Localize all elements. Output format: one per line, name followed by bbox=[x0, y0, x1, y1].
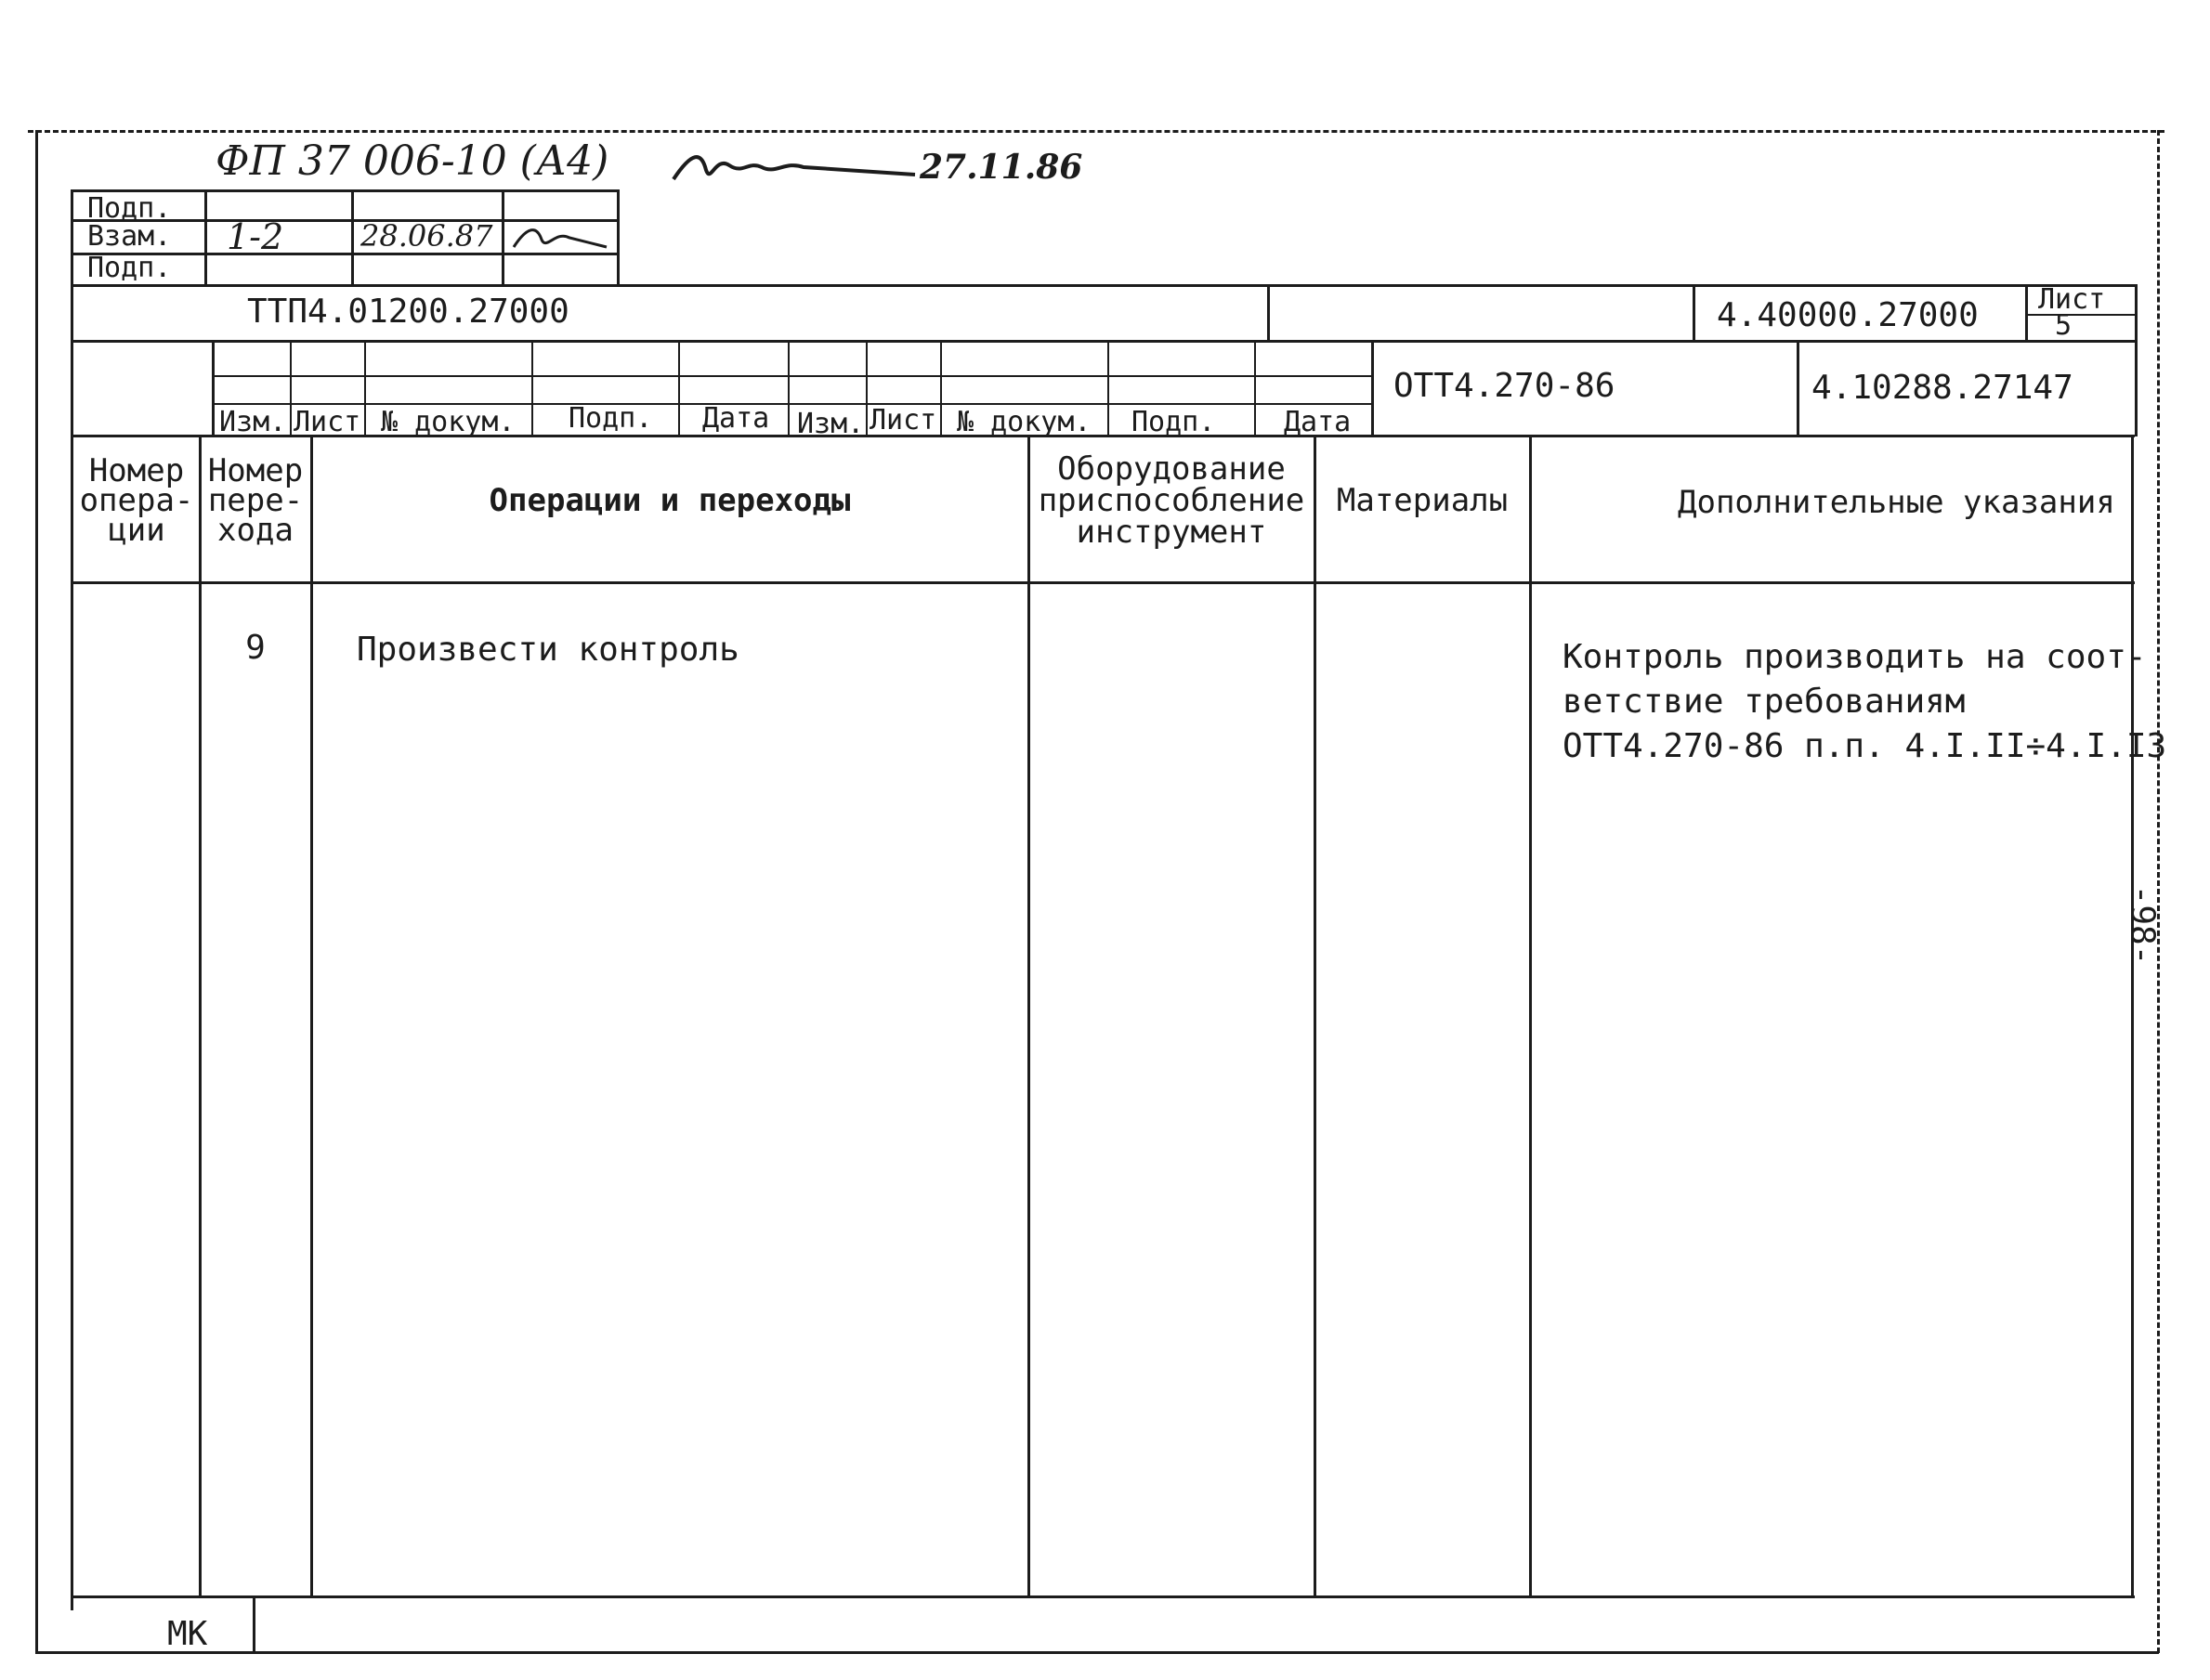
header-left-edge bbox=[71, 284, 73, 1610]
header-row1-top bbox=[71, 284, 2137, 287]
footer-form-label: МК bbox=[167, 1615, 208, 1653]
header-op-number-3: ции bbox=[108, 512, 165, 549]
rev-col-2 bbox=[364, 340, 366, 436]
stamp-v5 bbox=[617, 189, 620, 284]
table-header-bottom bbox=[71, 581, 2135, 584]
header-step-number-2: пере- bbox=[207, 482, 304, 519]
header-op-number-1: Номер bbox=[88, 452, 185, 489]
signature-date-handwritten: 27.11.86 bbox=[920, 148, 1083, 187]
rev-col-label: № докум. bbox=[957, 406, 1092, 438]
frame-bottom-border bbox=[35, 1651, 2159, 1654]
footer-div bbox=[253, 1595, 255, 1651]
col-div-3 bbox=[1027, 435, 1030, 1597]
rev-col-6 bbox=[866, 340, 868, 436]
stamp-v2 bbox=[204, 189, 207, 284]
standard-div bbox=[1797, 340, 1799, 436]
header-equipment-1: Оборудование bbox=[1057, 450, 1286, 488]
margin-page-number: -98- bbox=[2123, 884, 2162, 966]
signature-scribble bbox=[664, 147, 924, 193]
sheet-number: 5 bbox=[2055, 309, 2073, 342]
sheet-divider bbox=[2025, 314, 2135, 316]
label-podp-top: Подп. bbox=[87, 192, 172, 225]
rev-col-7 bbox=[940, 340, 942, 436]
header-notes: Дополнительные указания bbox=[1678, 484, 2115, 521]
rev-col-9 bbox=[1254, 340, 1256, 436]
frame-left-border bbox=[35, 130, 38, 1653]
col-div-1 bbox=[199, 435, 202, 1597]
table-top bbox=[71, 435, 2135, 437]
rev-col-label: Дата bbox=[702, 402, 770, 435]
header-materials: Материалы bbox=[1336, 482, 1509, 519]
label-podp-bottom: Подп. bbox=[87, 252, 172, 284]
header-right-edge bbox=[2135, 284, 2138, 436]
second-code: 4.10288.27147 bbox=[1811, 369, 2073, 407]
rev-col-3 bbox=[531, 340, 533, 436]
label-vzam: Взам. bbox=[87, 220, 172, 253]
right-code: 4.40000.27000 bbox=[1717, 296, 1979, 334]
rev-col-8 bbox=[1107, 340, 1109, 436]
sheet-label: Лист bbox=[2038, 283, 2106, 316]
table-row-notes-1: Контроль производить на соот- bbox=[1563, 638, 2147, 676]
col-div-5 bbox=[1529, 435, 1532, 1597]
table-row-notes-3: ОТТ4.270-86 п.п. 4.I.II÷4.I.I3 bbox=[1563, 727, 2167, 765]
col-div-4 bbox=[1314, 435, 1316, 1597]
table-right-edge bbox=[2131, 435, 2134, 1597]
rev-col-label: Подп. bbox=[1131, 406, 1216, 438]
rev-col-label: Подп. bbox=[569, 402, 653, 435]
table-bottom bbox=[71, 1595, 2135, 1598]
stamp-v3 bbox=[351, 189, 354, 284]
header-operations: Операции и переходы bbox=[489, 482, 851, 519]
rev-col-4 bbox=[678, 340, 680, 436]
stamp-v1 bbox=[71, 189, 73, 284]
form-code-handwritten: ФП 37 006-10 (А4) bbox=[216, 137, 609, 185]
standard-code: ОТТ4.270-86 bbox=[1393, 367, 1615, 405]
table-row-notes-2: ветствие требованиям bbox=[1563, 683, 1966, 721]
standard-left bbox=[1371, 340, 1374, 436]
header-row1-div1 bbox=[1267, 284, 1270, 340]
rev-row-line-b bbox=[212, 403, 1373, 405]
table-row-operation: Произвести контроль bbox=[357, 631, 739, 669]
rev-col-label: Изм. bbox=[797, 408, 865, 440]
header-step-number-3: хода bbox=[217, 512, 294, 549]
rev-col-label: № докум. bbox=[381, 406, 516, 438]
stamp-v4 bbox=[502, 189, 504, 284]
frame-top-dashed bbox=[28, 130, 2164, 133]
rev-col-label: Лист bbox=[294, 406, 361, 438]
col-div-2 bbox=[310, 435, 313, 1597]
vzam-initials-scribble bbox=[509, 221, 611, 254]
rev-row-line-a bbox=[212, 375, 1373, 377]
vzam-value-handwritten: 1-2 bbox=[227, 216, 284, 257]
header-equipment-3: инструмент bbox=[1076, 514, 1267, 551]
header-row1-div3 bbox=[2025, 284, 2028, 340]
rev-col-label: Изм. bbox=[219, 406, 287, 438]
header-equipment-2: приспособление bbox=[1038, 482, 1305, 519]
header-op-number-2: опера- bbox=[79, 482, 194, 519]
header-step-number-1: Номер bbox=[207, 452, 304, 489]
vzam-date-handwritten: 28.06.87 bbox=[360, 218, 493, 254]
table-row-step: 9 bbox=[245, 629, 266, 667]
doc-code: ТТП4.01200.27000 bbox=[247, 293, 569, 331]
rev-col-1 bbox=[290, 340, 292, 436]
header-row1-div2 bbox=[1693, 284, 1695, 340]
rev-col-label: Лист bbox=[870, 404, 937, 436]
rev-col-5 bbox=[788, 340, 790, 436]
rev-block-left bbox=[212, 340, 215, 436]
header-row1-bottom bbox=[71, 340, 2137, 343]
rev-col-label: Дата bbox=[1284, 406, 1352, 438]
